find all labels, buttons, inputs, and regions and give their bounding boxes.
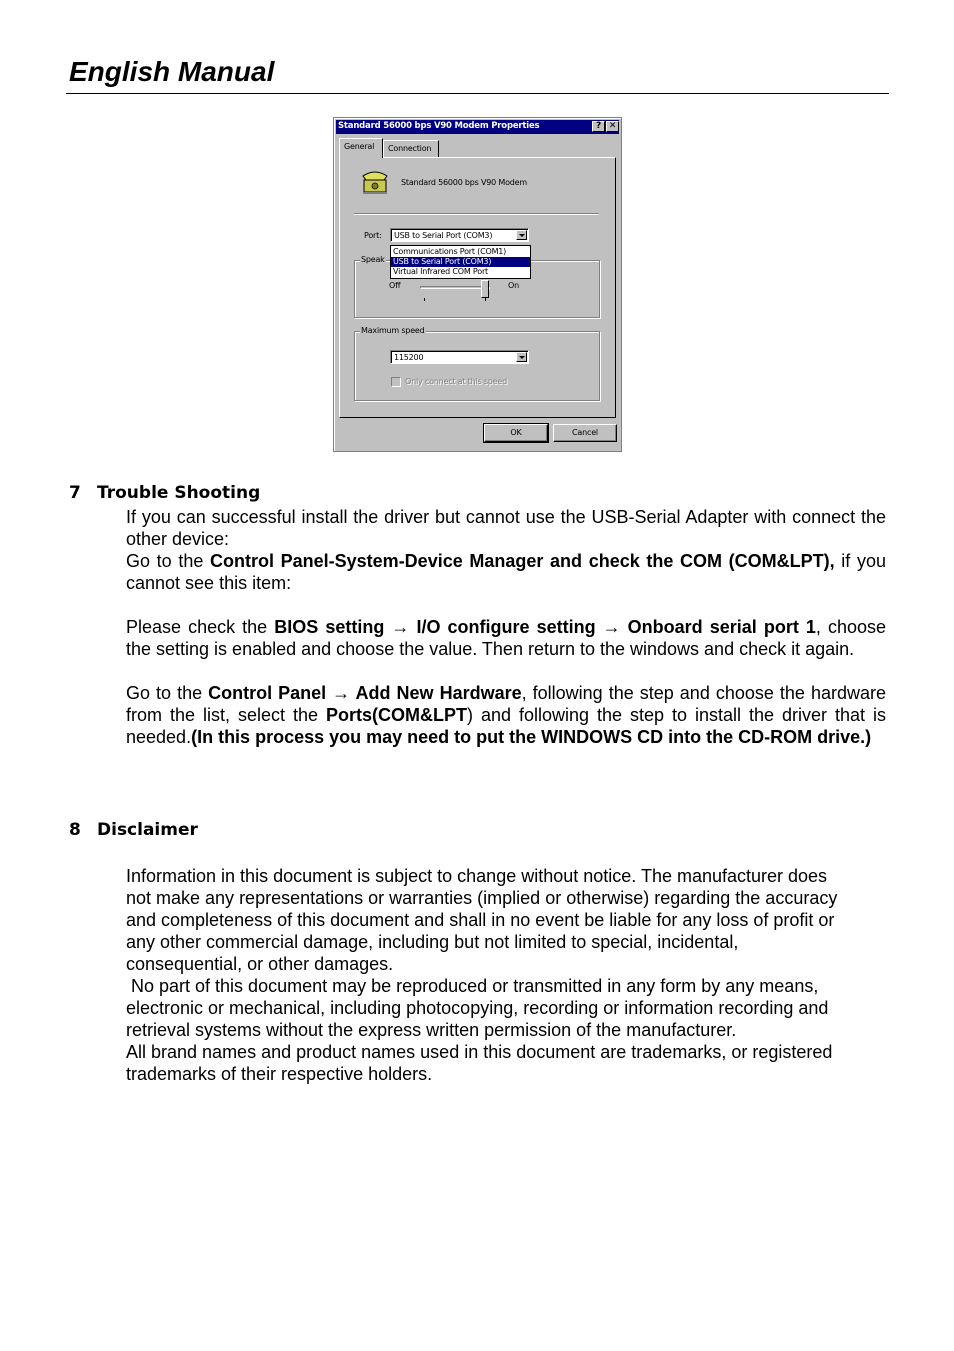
trouble-paragraph-2: Go to the Control Panel-System-Device Manager and check the COM (COM&LPT), if you cannot see this item:	[126, 551, 886, 593]
speaker-group-label: Speak	[361, 255, 385, 264]
max-speed-select[interactable]	[390, 350, 529, 364]
disclaimer-line: No part of this document may be reproduced or transmitted in any form by any means,	[126, 976, 819, 996]
trouble-paragraph-4: Go to the Control Panel → Add New Hardware, following the step and choose the hardware from the list, select the Ports(COM&LPT) and following the step to install the driver that is needed.(In this process you may need to put the WINDOWS CD into the CD-ROM drive.)	[126, 683, 887, 747]
port-label: Port:	[364, 231, 382, 240]
close-button[interactable]: ✕	[606, 121, 619, 132]
slider-on-label: On	[508, 281, 519, 290]
disclaimer-line: consequential, or other damages.	[126, 954, 394, 974]
only-connect-checkbox[interactable]	[391, 377, 401, 387]
section-7-number: 7	[69, 483, 81, 503]
port-value: USB to Serial Port (COM3)	[394, 231, 493, 240]
disclaimer-line: electronic or mechanical, including photocopying, recording or information recording and	[126, 998, 829, 1018]
disclaimer-line: not make any representations or warranties (implied or otherwise) regarding the accuracy	[126, 888, 838, 908]
modem-phone-icon	[360, 166, 390, 196]
section-8-body	[126, 865, 886, 1085]
dialog-title: Standard 56000 bps V90 Modem Properties	[338, 121, 540, 131]
page-header-title: English Manual	[69, 56, 275, 87]
cancel-button[interactable]: Cancel	[553, 424, 617, 442]
volume-slider-track[interactable]	[420, 286, 490, 289]
disclaimer-line: retrieval systems without the express written permission of the manufacturer.	[126, 1020, 737, 1040]
section-7-body	[126, 506, 886, 748]
trouble-paragraph-3: Please check the BIOS setting → I/O configure setting → Onboard serial port 1, choose the setting is enabled and choose the value. Then return to the windows and check it again.	[126, 617, 887, 659]
port-select[interactable]	[390, 228, 529, 242]
tab-general-label: General	[344, 142, 375, 151]
section-8-number: 8	[69, 820, 81, 840]
maximum-speed-label: Maximum speed	[361, 326, 425, 335]
chevron-down-icon[interactable]	[516, 230, 527, 240]
slider-tick	[485, 298, 486, 301]
dialog-titlebar	[336, 120, 619, 134]
disclaimer-line: Information in this document is subject to change without notice. The manufacturer does	[126, 866, 828, 886]
slider-off-label: Off	[389, 281, 401, 290]
port-option[interactable]: Communications Port (COM1)	[393, 247, 507, 256]
port-dropdown-list[interactable]	[390, 245, 531, 279]
port-option[interactable]: Virtual Infrared COM Port	[393, 267, 488, 276]
port-option-selected[interactable]: USB to Serial Port (COM3)	[391, 257, 530, 267]
header-rule	[66, 93, 889, 94]
max-speed-value: 115200	[394, 353, 424, 362]
disclaimer-line: and completeness of this document and shall in no event be liable for any loss of profit or	[126, 910, 835, 930]
maximum-speed-group	[354, 326, 600, 401]
tab-connection[interactable]	[383, 140, 439, 157]
disclaimer-line: trademarks of their respective holders.	[126, 1064, 433, 1084]
disclaimer-line: All brand names and product names used in this document are trademarks, or registered	[126, 1042, 833, 1062]
section-7-heading	[69, 483, 260, 503]
section-7-title: Trouble Shooting	[97, 483, 261, 503]
section-8-heading	[69, 820, 198, 840]
tab-general[interactable]	[339, 138, 383, 158]
section-8-title: Disclaimer	[97, 820, 198, 840]
tab-connection-label: Connection	[388, 144, 432, 153]
disclaimer-line: any other commercial damage, including but not limited to special, incidental,	[126, 932, 739, 952]
modem-name: Standard 56000 bps V90 Modem	[401, 178, 527, 187]
trouble-paragraph-1: If you can successful install the driver but cannot use the USB-Serial Adapter with connect the other device:	[126, 507, 886, 549]
separator	[354, 213, 599, 215]
modem-properties-dialog	[333, 117, 622, 452]
ok-button[interactable]: OK	[484, 424, 548, 442]
slider-tick	[424, 298, 425, 301]
volume-slider-thumb[interactable]	[481, 280, 489, 298]
only-connect-label: Only connect at this speed	[405, 377, 507, 386]
chevron-down-icon[interactable]	[516, 352, 527, 362]
help-button[interactable]: ?	[592, 121, 605, 132]
